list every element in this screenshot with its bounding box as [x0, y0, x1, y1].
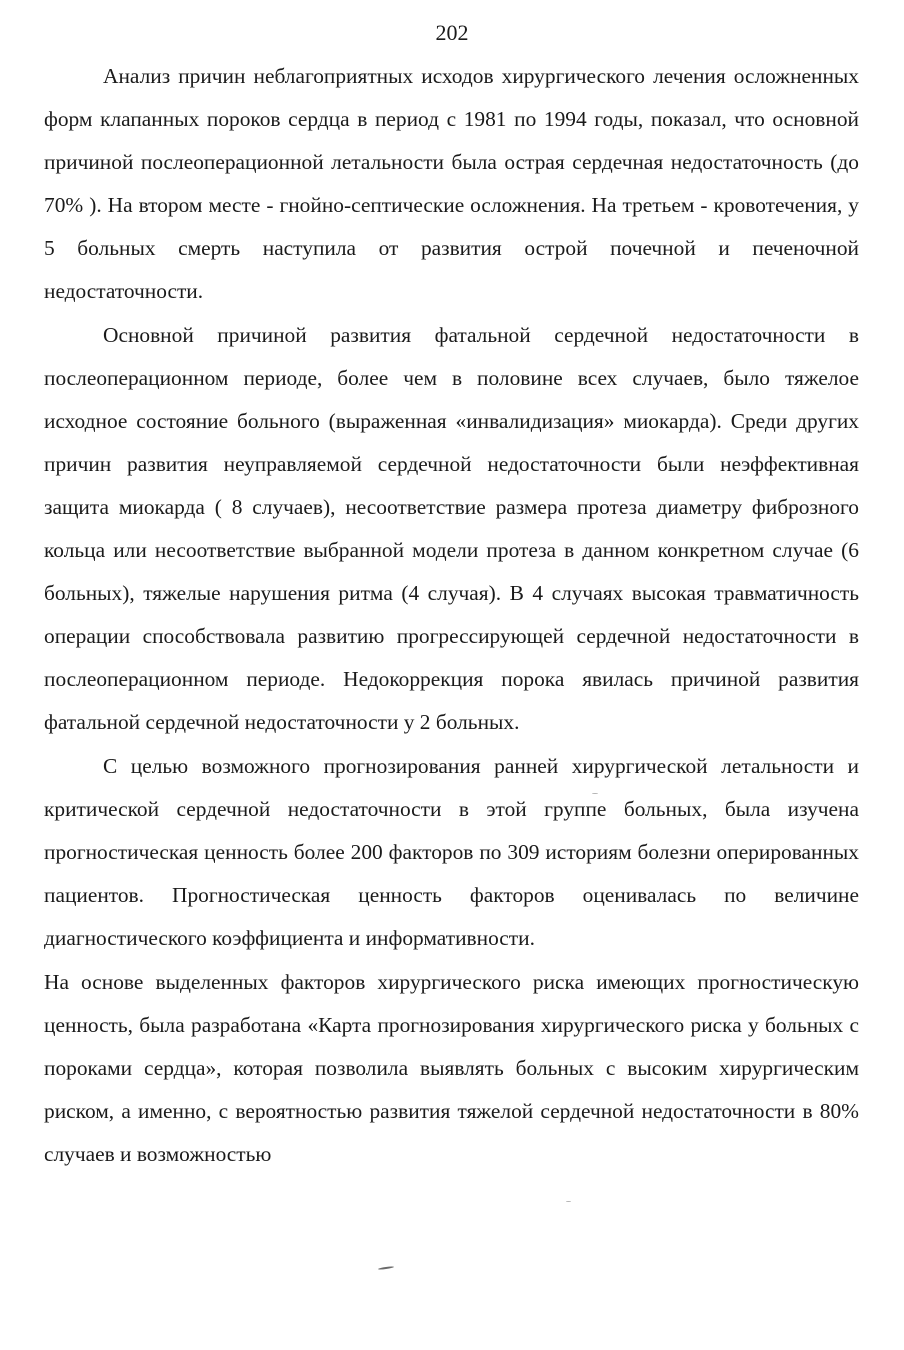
paragraph-heart-failure-causes: Основной причиной развития фатальной сердечной недостаточности в послеоперационном периоде, более чем в половине всех случаев, было тяжелое исходное состояние больного (выраженная «инвалидизация» миокарда). Среди других причин развития неуправляемой сердечной недостаточности были неэффективная защита миокарда ( 8 случаев), несоответствие размера протеза диаметру фиброзного кольца или несоответствие выбранной модели протеза в данном конкретном случае (6 больных), тяжелые нарушения ритма (4 случая). В 4 случаях высокая травматичность операции способствовала развитию прогрессирующей сердечной недостаточности в послеоперационном периоде. Недокоррекция порока явилась причиной развития фатальной сердечной недостаточности у 2 больных. — [44, 323, 859, 734]
scan-mark — [378, 1266, 394, 1270]
paragraph-prognostic-factors: С целью возможного прогнозирования ранней хирургической летальности и критической сердечной недостаточности в этой группе больных, была изучена прогностическая ценность более 200 факторов по 309 историям болезни оперированных пациентов. Прогностическая ценность факторов оценивалась по величине диагностического коэффициента и информативности. — [44, 754, 859, 950]
paragraph-outcome-analysis: Анализ причин неблагоприятных исходов хирургического лечения осложненных форм клапанных пороков сердца в период с 1981 по 1994 годы, показал, что основной причиной послеоперационной летальности была острая сердечная недостаточность (до 70% ). На втором месте - гнойно-септические осложнения. На третьем - кровотечения, у 5 больных смерть наступила от развития острой почечной и печеночной недостаточности. — [44, 64, 859, 303]
paragraph-risk-map: На основе выделенных факторов хирургического риска имеющих прогностическую ценность, была разработана «Карта прогнозирования хирургического риска у больных с пороками сердца», которая позволила выявлять больных с высоким хирургическим риском, а именно, с вероятностью развития тяжелой сердечной недостаточности в 80% случаев и возможностью — [44, 970, 859, 1166]
page-number: 202 — [435, 20, 469, 45]
scan-mark — [566, 1201, 571, 1202]
body-text — [44, 55, 859, 1176]
scan-mark — [592, 793, 598, 794]
